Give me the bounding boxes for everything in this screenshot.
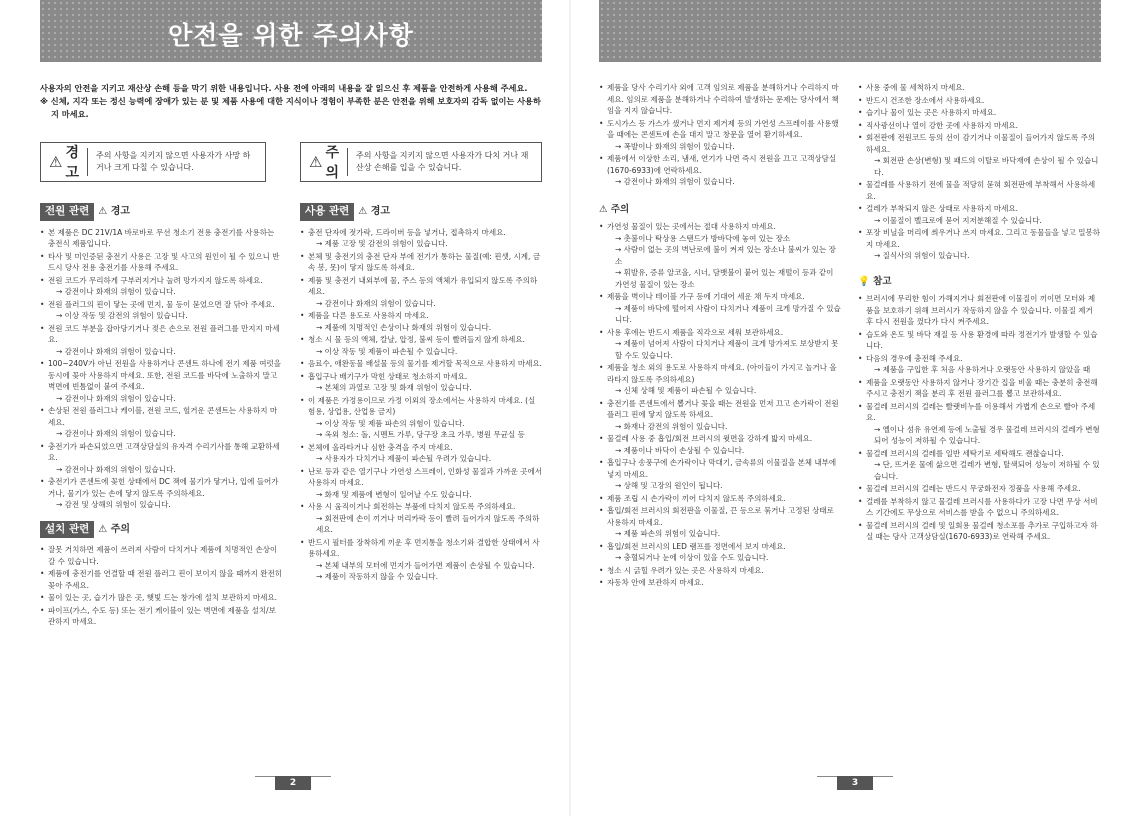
item-text: • 손상된 전원 플러그나 케이블, 전원 코드, 헐거운 콘센트는 사용하지 마세요. bbox=[48, 406, 278, 427]
list-item bbox=[300, 227, 542, 250]
item-note: → 감전이나 화재의 위험이 있습니다. bbox=[56, 346, 176, 356]
right-column bbox=[300, 203, 542, 584]
item-text: • 제품 조립 시 손가락이 끼어 다치지 않도록 주의하세요. bbox=[607, 493, 786, 503]
item-note: → 회전판 손상(변형) 및 패드의 이탈로 바닥재에 손상이 될 수 있습니다. bbox=[874, 156, 1099, 177]
item-note: → 본체 내부의 모터에 먼지가 들어가면 제품이 손상될 수 있습니다. bbox=[316, 560, 535, 570]
section-tag: 사용 관련 bbox=[300, 203, 354, 221]
item-note: → 촛불이나 탁상용 스탠드가 방바닥에 놓여 있는 장소 bbox=[615, 233, 791, 243]
page-2 bbox=[0, 0, 570, 816]
item-text: • 물걸레 브러시의 걸레를 일반 세탁기로 세탁해도 괜찮습니다. bbox=[866, 448, 1064, 458]
list-item bbox=[858, 401, 1102, 447]
item-text: • 잘못 거치하면 제품이 쓰러져 사람이 다치거나 제품에 치명적인 손상이 갈 수 있습니다. bbox=[48, 545, 278, 566]
title-banner bbox=[599, 0, 1101, 62]
list-item bbox=[858, 120, 1102, 132]
item-note: → 옐이나 섬유 유연제 등에 노출될 경우 물걸레 브러시의 걸레가 변형되어 성능이 저하될 수 있습니다. bbox=[874, 424, 1100, 445]
item-note: → 제품이 바닥에 떨어져 사람이 다치거나 제품이 크게 망가질 수 있습니다. bbox=[615, 303, 841, 324]
warning-triangle-icon: ⚠ bbox=[49, 153, 63, 171]
list-item bbox=[300, 310, 542, 333]
list-item bbox=[858, 107, 1102, 119]
item-note: → 제품이 넘어져 사람이 다치거나 제품이 크게 망가져도 보상받지 못할 수도 있습니다. bbox=[615, 339, 839, 360]
caution-triangle-icon: ⚠ bbox=[309, 153, 323, 171]
reference-list bbox=[858, 293, 1102, 543]
left-column bbox=[40, 203, 282, 629]
list-item bbox=[40, 358, 282, 404]
page-number: 3 bbox=[837, 776, 873, 790]
list-item bbox=[599, 577, 841, 589]
item-text: • 제품을 당사 수리기사 외에 고객 임의로 제품을 분해하거나 수리하지 마세요. 임의로 제품을 분해하거나 수리하여 발생하는 문제는 당사에서 책임을 지지 않습니다. bbox=[607, 83, 839, 115]
item-note: → 사람이 없는 곳의 벽난로에 불이 켜져 있는 장소나 불씨가 있는 장소 bbox=[615, 245, 836, 266]
list-item bbox=[599, 565, 841, 577]
usage-section-header bbox=[300, 203, 542, 221]
section-tag: 전원 관련 bbox=[40, 203, 94, 221]
item-text: • 청소 시 긁힐 우려가 있는 곳은 사용하지 마세요. bbox=[607, 565, 764, 575]
list-item bbox=[599, 362, 841, 397]
list-item bbox=[858, 448, 1102, 483]
list-item bbox=[858, 227, 1102, 262]
list-item bbox=[599, 505, 841, 540]
item-note: → 화재나 감전의 위험이 있습니다. bbox=[615, 421, 728, 431]
item-text: • 타사 및 미인증된 충전기 사용은 고장 및 사고의 원인이 될 수 있으니 반드시 당사 전용 충전기를 사용해 주세요. bbox=[48, 251, 280, 272]
list-item bbox=[300, 334, 542, 357]
item-text: • 물걸레 브러시의 걸레는 빨랫비누를 이용해서 가볍게 손으로 빨아 주세요. bbox=[866, 401, 1096, 422]
item-text: • 도시가스 등 가스가 샜거나 먼지 제거제 등의 가연성 스프레이를 사용했을 때에는 콘센트에 손을 대지 말고 창문을 열어 환기하세요. bbox=[607, 118, 839, 139]
page-title: 안전을 위한 주의사항 bbox=[168, 21, 414, 50]
item-text: • 반드시 필터를 장착하게 끼운 후 먼지통을 청소기와 결합한 상태에서 사용하세요. bbox=[308, 537, 540, 558]
left-column bbox=[599, 82, 841, 590]
list-item bbox=[300, 275, 542, 310]
list-item bbox=[40, 441, 282, 476]
list-item bbox=[40, 405, 282, 440]
item-text: • 음료수, 애완동물 배설물 등의 물기를 제거할 목적으로 사용하지 마세요. bbox=[308, 359, 542, 368]
item-text: • 100~240V가 아닌 전원을 사용하거나 콘센트 하나에 전기 제품 여럿을 동시에 꽂아 사용하지 마세요. 또한, 전원 코드를 바닥에 노출하지 말고 벽면에 빈틈없이 붙여 주세요. bbox=[48, 359, 281, 391]
list-item bbox=[300, 371, 542, 394]
list-item bbox=[858, 179, 1102, 202]
item-text: • 물걸레 사용 중 흡입/회전 브러시의 윗면을 강하게 밟지 마세요. bbox=[607, 434, 813, 443]
item-text: • 물걸레 브러시의 걸레는 반드시 무궁화전자 정품을 사용해 주세요. bbox=[866, 484, 1081, 493]
item-note: → 감전이나 화재의 위험이 있습니다. bbox=[56, 287, 176, 296]
usage-list bbox=[300, 227, 542, 583]
item-text: • 전원 코드가 무리하게 구부러지거나 눌려 망가지지 않도록 하세요. bbox=[48, 275, 263, 285]
list-item bbox=[40, 275, 282, 298]
item-note: → 휘발유, 증류 알코올, 시너, 담뱃불이 붙어 있는 재떨이 등과 같이 가연성 물질이 있는 장소 bbox=[615, 268, 834, 289]
item-note: → 이상 작동 및 제품 파손의 위험이 있습니다. bbox=[316, 418, 465, 428]
item-note: → 이상 작동 및 제품이 파손될 수 있습니다. bbox=[316, 346, 458, 356]
list-item bbox=[599, 82, 841, 117]
section-level: 경고 bbox=[110, 206, 131, 217]
item-note: → 제품을 구입한 후 처음 사용하거나 오랫동안 사용하지 않았을 때 bbox=[874, 365, 1091, 374]
list-item bbox=[858, 377, 1102, 400]
item-note: → 이상 작동 및 감전의 위험이 있습니다. bbox=[56, 311, 188, 320]
list-item bbox=[40, 592, 282, 604]
item-note: → 이물질이 벨크로에 묻어 지저분해질 수 있습니다. bbox=[874, 215, 1042, 225]
item-text: • 사용 후에는 반드시 제품을 직각으로 세워 보관하세요. bbox=[607, 327, 784, 337]
intro-text-2: ※ 신체, 지각 또는 정신 능력에 장애가 있는 분 및 제품 사용에 대한 지식이나 경험이 부족한 분은 안전을 위해 보호자의 감독 없이는 사용하지 마세요. bbox=[40, 96, 541, 119]
item-text: • 전원 플러그의 핀이 닿는 곳에 먼지, 물 등이 묻었으면 잘 닦아 주세요. bbox=[48, 299, 275, 309]
install-section-header bbox=[40, 521, 282, 539]
item-text: • 제품에서 이상한 소리, 냄새, 연기가 나면 즉시 전원을 끄고 고객상담실(1670-6933)에 연락하세요. bbox=[607, 154, 837, 175]
item-text: • 제품을 청소 외의 용도로 사용하지 마세요. (아이들이 가지고 놀거나 올라타지 않도록 주의하세요) bbox=[607, 363, 837, 384]
item-text: • 흡입/회전 브러시의 LED 램프를 정면에서 보지 마세요. bbox=[607, 541, 786, 551]
list-item bbox=[300, 395, 542, 441]
list-item bbox=[300, 251, 542, 274]
item-text: • 다음의 경우에 충전해 주세요. bbox=[866, 353, 963, 363]
item-note: → 제품 고장 및 감전의 위험이 있습니다. bbox=[316, 239, 448, 248]
page-3 bbox=[571, 0, 1141, 816]
warning-notice-box bbox=[40, 142, 266, 182]
list-item bbox=[40, 544, 282, 567]
warning-continued-list bbox=[599, 82, 841, 188]
list-item bbox=[599, 327, 841, 362]
install-list bbox=[40, 544, 282, 628]
list-item bbox=[40, 251, 282, 274]
item-text: • 흡입구나 송풍구에 손가락이나 막대기, 금속류의 이물질을 본체 내부에 넣지 마세요. bbox=[607, 458, 837, 479]
list-item bbox=[300, 466, 542, 501]
power-section-header bbox=[40, 203, 282, 221]
item-note: → 감전이나 화재의 위험이 있습니다. bbox=[56, 393, 176, 403]
item-note: → 단, 뜨거운 물에 삶으면 걸레가 변형, 탈색되어 성능이 저하될 수 있습니다. bbox=[874, 460, 1100, 481]
section-level: 경고 bbox=[370, 206, 391, 217]
item-text: • 반드시 건조한 장소에서 사용하세요. bbox=[866, 95, 985, 105]
item-text: • 포장 비닐을 머리에 씌우거나 쓰지 마세요. 그리고 동물들을 넣고 밀봉하지 마세요. bbox=[866, 228, 1100, 249]
list-item bbox=[858, 496, 1102, 519]
list-item bbox=[599, 291, 841, 326]
power-list bbox=[40, 227, 282, 511]
item-note: → 감전이나 화재의 위험이 있습니다. bbox=[615, 177, 735, 186]
item-note: → 신체 상해 및 제품이 파손될 수 있습니다. bbox=[615, 386, 757, 395]
item-note: → 제품이나 바닥이 손상될 수 있습니다. bbox=[615, 445, 745, 455]
right-column bbox=[858, 82, 1102, 544]
item-note: → 화재 및 제품에 변형이 일어날 수도 있습니다. bbox=[316, 489, 472, 499]
list-item bbox=[858, 353, 1102, 376]
item-text: • 파이프(가스, 수도 등) 또는 전기 케이블이 있는 벽면에 제품을 설치/보관하지 마세요. bbox=[48, 605, 276, 626]
list-item bbox=[858, 520, 1102, 543]
item-note: → 회전판에 손이 끼거나 머리카락 등이 빨려 들어가지 않도록 주의하세요. bbox=[316, 513, 540, 534]
item-text: • 사용 시 움직이거나 회전하는 부품에 다치지 않도록 주의하세요. bbox=[308, 502, 516, 511]
item-text: • 제품에 충전기를 연결할 때 전원 플러그 핀이 보이지 않을 때까지 완전히 꽂아 주세요. bbox=[48, 569, 282, 590]
list-item bbox=[40, 299, 282, 322]
list-item bbox=[858, 203, 1102, 226]
item-note: → 충혈되거나 눈에 이상이 있을 수도 있습니다. bbox=[615, 553, 769, 562]
item-note: → 감전이나 화재의 위험이 있습니다. bbox=[316, 298, 436, 308]
list-item bbox=[40, 476, 282, 511]
item-text: • 직사광선이나 열이 강한 곳에 사용하지 마세요. bbox=[866, 120, 1018, 130]
item-note: → 감전 및 상해의 위험이 있습니다. bbox=[56, 500, 171, 509]
caution-continued-list bbox=[858, 82, 1102, 262]
page-number: 2 bbox=[275, 776, 311, 790]
item-text: • 제품을 다른 용도로 사용하지 마세요. bbox=[308, 311, 429, 320]
warning-triangle-icon: ⚠ bbox=[358, 206, 368, 217]
item-note: → 본체의 과열로 고장 및 화재 위험이 있습니다. bbox=[316, 383, 472, 392]
item-text: • 물걸레를 사용하기 전에 물을 적당히 묻혀 회전판에 부착해서 사용하세요. bbox=[866, 180, 1096, 201]
section-tag: 설치 관련 bbox=[40, 521, 94, 539]
list-item bbox=[599, 493, 841, 505]
warning-text: 주의 사항을 지키지 않으면 사용자가 사망 하거나 크게 다칠 수 있습니다. bbox=[95, 151, 251, 172]
item-text: • 습기나 물이 있는 곳은 사용하지 마세요. bbox=[866, 108, 997, 117]
item-note: → 감전이나 화재의 위험이 있습니다. bbox=[56, 429, 176, 438]
list-item bbox=[40, 605, 282, 628]
item-text: • 충전 단자에 젓가락, 드라이버 등을 넣거나, 접촉하지 마세요. bbox=[308, 227, 506, 237]
item-text: • 자동차 안에 보관하지 마세요. bbox=[607, 578, 704, 587]
item-text: • 충전기가 파손되었으면 고객상담실의 유자격 수리기사를 통해 교환하세요. bbox=[48, 441, 280, 462]
item-text: • 난로 등과 같은 열기구나 가연성 스프레이, 인화성 물질과 가까운 곳에서 사용하지 마세요. bbox=[308, 466, 542, 487]
item-note: → 감전이나 화재의 위험이 있습니다. bbox=[56, 464, 176, 474]
list-item bbox=[599, 457, 841, 492]
item-text: • 이 제품은 가정용이므로 가정 이외의 장소에서는 사용하지 마세요. (실험용, 상업용, 산업용 금지) bbox=[308, 395, 536, 416]
item-text: • 청소 시 물 등의 액체, 칼날, 압정, 불씨 등이 빨려들지 않게 하세요. bbox=[308, 335, 525, 344]
item-text: • 물걸레 브러시의 걸레 및 일회용 물걸레 청소포를 추가로 구입하고자 하실 때는 당사 고객상담실(1670-6933)로 연락해 주세요. bbox=[866, 520, 1098, 541]
item-text: • 흡입구나 배기구가 막힌 상태로 청소하지 마세요. bbox=[308, 371, 468, 381]
list-item bbox=[599, 541, 841, 564]
item-text: • 제품을 벽이나 테이블 가구 등에 기대어 세운 채 두지 마세요. bbox=[607, 292, 805, 301]
item-note: → 옥외 청소: 돌, 시멘트 가루, 당구장 초크 가루, 병원 무균실 등 bbox=[316, 430, 525, 439]
intro-text-1: 사용자의 안전을 지키고 재산상 손해 등을 막기 위한 내용입니다. 사용 전에 아래의 내용을 잘 읽으신 후 제품을 안전하게 사용해 주세요. bbox=[40, 83, 528, 93]
item-text: • 본 제품은 DC 21V/1A 바로바로 무선 청소기 전용 충전기를 사용하는 충전식 제품입니다. bbox=[48, 227, 275, 248]
item-note: → 제품 파손의 위험이 있습니다. bbox=[615, 529, 721, 538]
caution-triangle-icon: ⚠ bbox=[98, 523, 108, 535]
warning-label: 경고 bbox=[65, 145, 79, 181]
list-item bbox=[858, 329, 1102, 352]
item-text: • 걸레를 부착하지 않고 물걸레 브러시를 사용하다가 고장 나면 무상 서비스 기간에도 무상으로 서비스를 받을 수 없으니 주의하세요. bbox=[866, 496, 1098, 517]
item-text: • 제품 및 충전기 내외부에 물, 주스 등의 액체가 유입되지 않도록 주의하세요. bbox=[308, 275, 538, 296]
list-item bbox=[858, 483, 1102, 495]
intro bbox=[40, 82, 542, 121]
item-text: • 가연성 물질이 있는 곳에서는 절대 사용하지 마세요. bbox=[607, 222, 776, 231]
warning-triangle-icon: ⚠ bbox=[98, 206, 108, 217]
list-item bbox=[599, 398, 841, 433]
item-text: • 제품을 오랫동안 사용하지 않거나 장기간 집을 비울 때는 충분히 충전해 주시고 충전기 잭을 분리 후 전원 플러그를 뽑고 보관하세요. bbox=[866, 377, 1098, 398]
caution-notice-box bbox=[300, 142, 542, 182]
item-note: → 폭발이나 화재의 위험이 있습니다. bbox=[615, 141, 735, 151]
item-text: • 물이 있는 곳, 습기가 많은 곳, 햇빛 드는 창가에 설치 보관하지 마세요. bbox=[48, 593, 277, 602]
reference-heading: 💡 참고 bbox=[858, 275, 892, 287]
lightbulb-icon: 💡 bbox=[858, 275, 870, 287]
list-item bbox=[599, 153, 841, 188]
list-item bbox=[858, 82, 1102, 94]
caution-heading: ⚠ 주의 bbox=[599, 203, 630, 215]
title-banner bbox=[40, 0, 542, 62]
list-item bbox=[300, 537, 542, 583]
list-item bbox=[300, 358, 542, 370]
item-text: • 걸레가 부착되지 않은 상태로 사용하지 마세요. bbox=[866, 204, 1018, 213]
list-item bbox=[599, 221, 841, 290]
list-item bbox=[858, 293, 1102, 328]
item-note: → 질식사의 위험이 있습니다. bbox=[874, 251, 970, 260]
list-item bbox=[40, 323, 282, 358]
item-text: • 본체에 올라타거나 심한 충격을 주지 마세요. bbox=[308, 442, 453, 452]
caution-text: 주의 사항을 지키지 않으면 사용자가 다치 거나 재산상 손해를 입을 수 있습니다. bbox=[355, 151, 529, 172]
list-item bbox=[40, 568, 282, 591]
item-text: • 충전기가 콘센트에 꽂힌 상태에서 DC 잭에 물기가 닿거나, 입에 들어가거나, 물기가 있는 손에 닿지 않도록 주의하세요. bbox=[48, 477, 279, 498]
item-text: • 브러시에 무리한 힘이 가해지거나 회전판에 이물질이 끼이면 모터와 제품을 보호하기 위해 브러시가 작동하지 않을 수 있습니다. 이물질 제거 후 다시 전원을 껐다가 다시 켜주세요. bbox=[866, 294, 1096, 326]
section-level: 주의 bbox=[110, 523, 131, 535]
item-text: • 사용 중에 물 세척하지 마세요. bbox=[866, 83, 965, 92]
list-item bbox=[300, 442, 542, 465]
list-item bbox=[300, 501, 542, 536]
list-item bbox=[858, 95, 1102, 107]
item-text: • 습도와 온도 및 바닥 재질 등 사용 환경에 따라 정전기가 발생할 수 있습니다. bbox=[866, 329, 1098, 350]
caution-label: 주의 bbox=[325, 145, 339, 181]
item-note: → 제품에 치명적인 손상이나 화재의 위험이 있습니다. bbox=[316, 322, 492, 332]
caution-list bbox=[599, 221, 841, 589]
item-text: • 흡입/회전 브러시의 회전판을 이물질, 끈 등으로 묶거나 고정된 상태로 사용하지 마세요. bbox=[607, 506, 834, 527]
item-note: → 제품이 작동하지 않을 수 있습니다. bbox=[316, 572, 439, 581]
item-text: • 회전판에 전원코드 등의 선이 감기거나 이물질이 들어가지 않도록 주의하세요. bbox=[866, 133, 1096, 154]
item-text: • 본체 및 충전기의 충전 단자 부에 전기가 통하는 물질(예: 핀셋, 시계, 금속 봉, 못)이 닿지 않도록 하세요. bbox=[308, 251, 541, 272]
list-item bbox=[599, 433, 841, 456]
list-item bbox=[599, 118, 841, 153]
list-item bbox=[40, 227, 282, 250]
item-note: → 사용자가 다치거나 제품이 파손될 우려가 있습니다. bbox=[316, 454, 492, 463]
item-text: • 전원 코드 부분을 잡아당기거나 젖은 손으로 전원 플러그를 만지지 마세요. bbox=[48, 323, 280, 344]
item-note: → 상해 및 고장의 원인이 됩니다. bbox=[615, 481, 723, 490]
item-text: • 충전기를 콘센트에서 뽑거나 꽂을 때는 전원을 먼저 끄고 손가락이 전원 플러그 핀에 닿지 않도록 하세요. bbox=[607, 398, 839, 419]
list-item bbox=[858, 132, 1102, 178]
